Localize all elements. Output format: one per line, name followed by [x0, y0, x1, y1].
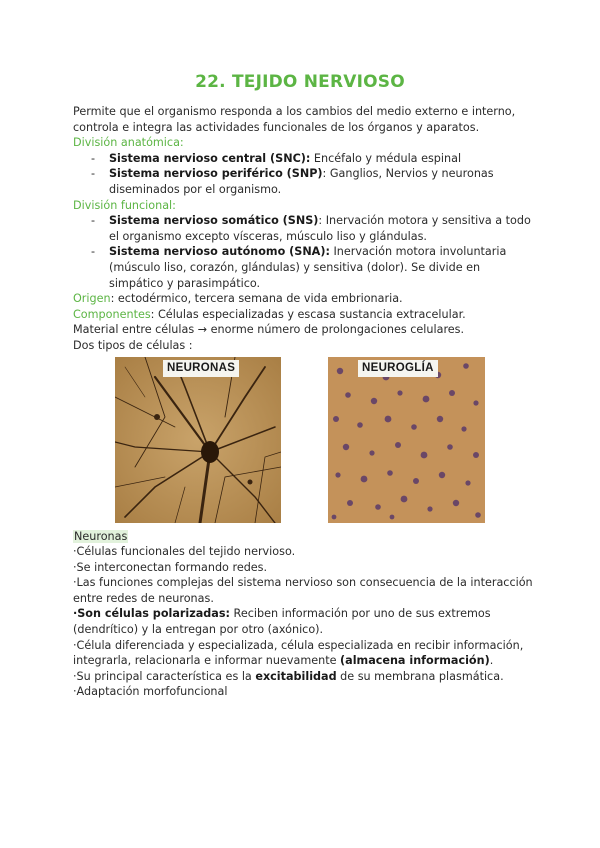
origin-line — [73, 291, 533, 307]
excitability-end: de su membrana plasmática. — [336, 669, 504, 683]
neuroglia-image — [328, 357, 485, 523]
neuronas-line: ·Adaptación morfofuncional — [73, 685, 228, 699]
list-item-bold: Sistema nervioso periférico (SNP) — [109, 167, 323, 181]
functional-heading: División funcional: — [73, 198, 176, 212]
neuronas-label: NEURONAS — [163, 360, 239, 377]
excitability-text: ·Su principal característica es la — [73, 669, 256, 683]
neuronas-line: ·Se interconectan formando redes. — [73, 560, 268, 574]
functional-list — [73, 213, 533, 291]
intro-paragraph: Permite que el organismo responda a los cambios del medio externo e interno, controla e integra las actividades funcionales de los órganos y aparatos. — [73, 105, 516, 134]
list-item-bold: Sistema nervioso autónomo (SNA): — [109, 245, 330, 259]
polarized-bold: ·Son células polarizadas: — [73, 607, 230, 621]
neuronas-line: ·Las funciones complejas del sistema nervioso son consecuencia de la interacción entre redes de neuronas. — [73, 576, 533, 605]
neuron-micrograph-icon — [115, 357, 281, 523]
document-body — [73, 104, 533, 700]
components-text: : Células especializadas y escasa sustancia extracelular. — [150, 307, 466, 321]
excitability-bold: excitabilidad — [255, 669, 337, 683]
neuronas-line — [73, 638, 533, 669]
components-line — [73, 307, 533, 323]
specialized-text: ·Célula diferenciada y especializada, célula especializada en recibir información, integrarla, relacionarla e informar nuevamente — [73, 638, 524, 668]
components-label: Componentes — [73, 307, 151, 321]
list-item — [91, 166, 533, 197]
list-item-text: : Inervación motora y sensitiva a todo el organismo excepto vísceras, músculo liso y glándulas. — [109, 214, 531, 243]
list-item — [91, 151, 533, 167]
list-item-bold: Sistema nervioso central (SNC): — [109, 151, 311, 165]
page-title: 22. TEJIDO NERVIOSO — [195, 72, 405, 92]
list-item — [91, 213, 533, 244]
list-item — [91, 244, 533, 291]
neuroglia-label: NEUROGLÍA — [358, 360, 438, 377]
list-item-text: : Ganglios, Nervios y neuronas diseminados por el organismo. — [109, 167, 494, 196]
list-item-text: Inervación motora involuntaria (músculo liso, corazón, glándulas) y sensitiva (dolor). Se divide en simpático y parasimpático. — [109, 245, 507, 290]
origin-label: Origen — [73, 292, 111, 306]
origin-text: : ectodérmico, tercera semana de vida embrionaria. — [110, 292, 403, 306]
specialized-end: . — [489, 654, 494, 668]
neuronas-line — [73, 669, 533, 685]
neuronas-image — [115, 357, 281, 523]
cell-images — [73, 357, 533, 529]
anatomic-list — [73, 151, 533, 198]
list-item-bold: Sistema nervioso somático (SNS) — [109, 214, 319, 228]
neuronas-heading-text: Neuronas — [74, 529, 128, 543]
neuronas-heading — [73, 529, 533, 545]
neuronas-line — [73, 606, 533, 637]
anatomic-heading: División anatómica: — [73, 136, 184, 150]
neuronas-line: ·Células funcionales del tejido nervioso. — [73, 545, 296, 559]
types-line: Dos tipos de células : — [73, 338, 193, 352]
specialized-bold: (almacena información) — [340, 654, 490, 668]
neuroglia-micrograph-icon — [328, 357, 485, 523]
material-line: Material entre células → enorme número de prolongaciones celulares. — [73, 323, 465, 337]
polarized-text: Reciben información por uno de sus extremos (dendrítico) y la entregan por otro (axónico). — [73, 607, 491, 637]
list-item-text: Encéfalo y médula espinal — [310, 151, 462, 165]
